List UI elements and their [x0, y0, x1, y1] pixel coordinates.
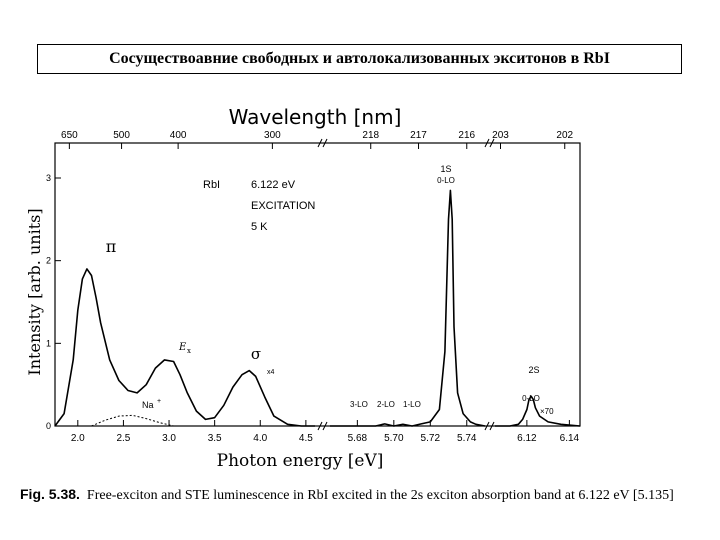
top-tick-label: 203	[492, 130, 509, 141]
top-tick-label: 218	[362, 130, 380, 141]
top-tick-label: 202	[556, 130, 574, 141]
bottom-tick-label: 3.0	[162, 433, 176, 444]
info-sample: RbI	[203, 179, 221, 191]
y-tick-label: 3	[45, 173, 51, 183]
lo2-label: 2-LO	[377, 400, 395, 409]
plot-frame	[55, 143, 580, 426]
top-tick-label: 500	[113, 130, 130, 141]
na-label: Na	[142, 400, 154, 410]
sigma-multiplier: x4	[267, 369, 275, 376]
bottom-tick-label: 5.70	[384, 433, 404, 444]
y-tick-label: 2	[45, 255, 51, 266]
ex-label: E	[179, 342, 187, 353]
2s-label: 2S	[528, 365, 540, 375]
lo1-label: 1-LO	[403, 400, 421, 409]
figure-caption	[20, 486, 700, 504]
y-tick-label: 0	[45, 421, 51, 431]
bottom-tick-label: 5.74	[457, 433, 477, 444]
2s-0lo-label: 0-LO	[522, 394, 540, 403]
top-tick-label: 400	[169, 130, 187, 141]
na-superscript: +	[157, 398, 162, 405]
bottom-tick-label: 3.5	[207, 433, 222, 444]
bottom-tick-label: 2.5	[116, 433, 131, 444]
y-tick-label: 1	[45, 338, 51, 349]
info-temperature: 5 K	[251, 221, 268, 233]
y-axis-title: Intensity [arb. units]	[25, 208, 44, 376]
bottom-tick-label: 4.5	[298, 433, 313, 444]
1s-label: 1S	[440, 164, 452, 174]
lo3-label: 3-LO	[350, 400, 368, 409]
bottom-axis-title: Photon energy [eV]	[216, 451, 384, 471]
slide-title: Сосуществоавние свободных и автолокализованных экситонов в RbI	[37, 44, 682, 74]
top-axis-title: Wavelength [nm]	[228, 105, 402, 129]
ex-sub-label: x	[187, 347, 191, 355]
bottom-tick-label: 2.0	[70, 433, 85, 444]
1s-0lo-label: 0-LO	[437, 176, 455, 185]
bottom-tick-label: 5.72	[420, 433, 441, 444]
bottom-tick-label: 6.14	[559, 433, 580, 444]
series-line-na-band	[92, 415, 174, 426]
info-energy: 6.122 eV	[251, 179, 296, 191]
bottom-tick-label: 4.0	[253, 433, 268, 444]
bottom-tick-label: 5.68	[347, 433, 368, 444]
top-tick-label: 217	[410, 130, 427, 141]
top-tick-label: 216	[458, 130, 476, 141]
top-tick-label: 650	[61, 130, 78, 141]
bottom-tick-label: 6.12	[517, 433, 537, 444]
caption-text: Free-exciton and STE luminescence in RbI excited in the 2s exciton absorption band at 6.122 eV [5.135]	[86, 488, 674, 503]
series-line-1s	[330, 190, 485, 426]
info-excitation: EXCITATION	[251, 200, 316, 212]
top-tick-label: 300	[264, 130, 281, 141]
figure-label: Fig. 5.38.	[20, 486, 80, 502]
sigma-label: σ	[250, 345, 262, 363]
pi-label: π	[105, 237, 117, 256]
2s-multiplier: ×70	[540, 407, 554, 416]
